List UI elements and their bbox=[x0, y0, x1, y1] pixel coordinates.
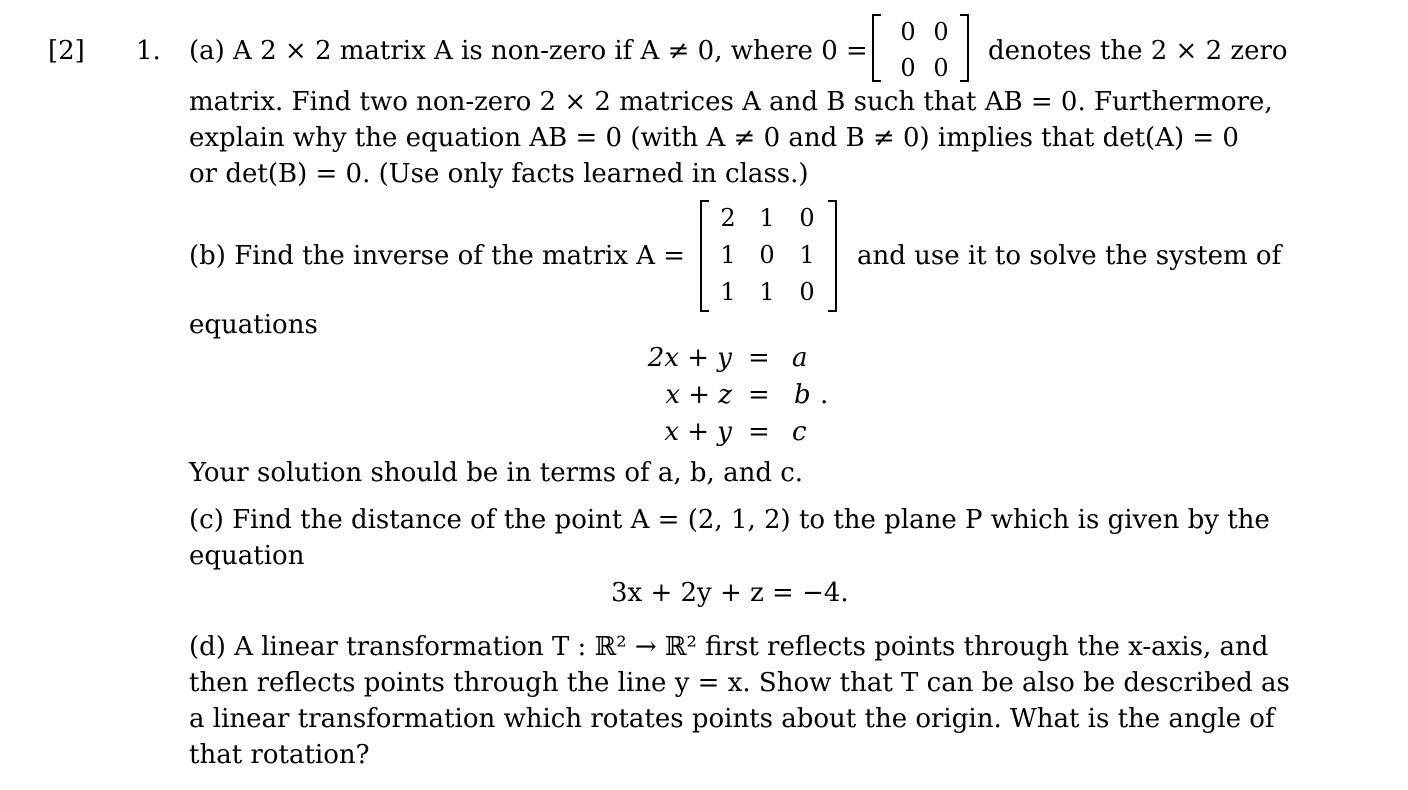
part-b-lead: (b) Find the inverse of the matrix A = bbox=[189, 241, 686, 271]
eq-rhs: a bbox=[792, 343, 808, 373]
part-b-equations-word: equations bbox=[189, 310, 318, 340]
eq-rel: = bbox=[748, 417, 770, 447]
eq-rhs: c bbox=[792, 417, 807, 447]
part-d-line3: a linear transformation which rotates points about the origin. What is the angle of bbox=[189, 704, 1275, 734]
part-a-line3: explain why the equation AB = 0 (with A ≠ 0 and B ≠ 0) implies that det(A) = 0 bbox=[189, 123, 1239, 153]
part-b-trail: and use it to solve the system of bbox=[857, 241, 1282, 271]
matrix-cell: 0 bbox=[900, 18, 916, 46]
eq-lhs: 2x + y bbox=[647, 343, 732, 373]
part-c-equation: 3x + 2y + z = −4. bbox=[611, 578, 849, 608]
matrix-cell: 2 bbox=[720, 204, 736, 232]
part-a-line1-pre: (a) A 2 × 2 matrix A is non-zero if A ≠ 0, where 0 = bbox=[189, 36, 868, 66]
right-bracket bbox=[960, 14, 969, 82]
matrix-cell: 0 bbox=[900, 54, 916, 82]
part-d-line1: (d) A linear transformation T : ℝ² → ℝ² first reflects points through the x-axis, and bbox=[189, 632, 1269, 662]
part-d-line4: that rotation? bbox=[189, 740, 370, 770]
matrix-cell: 1 bbox=[720, 241, 736, 269]
matrix-cell: 1 bbox=[759, 204, 775, 232]
part-a-line1-post: denotes the 2 × 2 zero bbox=[988, 36, 1288, 66]
marks-label: [2] bbox=[48, 36, 85, 66]
left-bracket bbox=[872, 14, 881, 82]
matrix-cell: 1 bbox=[799, 241, 815, 269]
matrix-cell: 0 bbox=[799, 278, 815, 306]
part-a-line2: matrix. Find two non-zero 2 × 2 matrices A and B such that AB = 0. Furthermore, bbox=[189, 87, 1273, 117]
matrix-cell: 0 bbox=[759, 241, 775, 269]
eq-rel: = bbox=[748, 343, 770, 373]
zero-matrix bbox=[872, 14, 972, 82]
part-b-closing: Your solution should be in terms of a, b, and c. bbox=[189, 458, 804, 488]
eq-end: . bbox=[820, 380, 829, 410]
part-c-line1: (c) Find the distance of the point A = (2, 1, 2) to the plane P which is given by the bbox=[189, 505, 1270, 535]
left-bracket bbox=[700, 200, 709, 312]
eq-lhs: x + z bbox=[665, 380, 732, 410]
matrix-cell: 0 bbox=[933, 18, 949, 46]
matrix-cell: 1 bbox=[759, 278, 775, 306]
eq-lhs: x + y bbox=[664, 417, 732, 447]
right-bracket bbox=[828, 200, 837, 312]
question-number: 1. bbox=[136, 36, 161, 66]
eq-rhs: b bbox=[794, 380, 811, 410]
part-c-line2: equation bbox=[189, 541, 305, 571]
matrix-cell: 0 bbox=[799, 204, 815, 232]
eq-rel: = bbox=[748, 380, 770, 410]
part-a-line4: or det(B) = 0. (Use only facts learned in class.) bbox=[189, 159, 809, 189]
part-d-line2: then reflects points through the line y = x. Show that T can be also be described as bbox=[189, 668, 1290, 698]
matrix-cell: 1 bbox=[720, 278, 736, 306]
matrix-a bbox=[700, 200, 840, 312]
matrix-cell: 0 bbox=[933, 54, 949, 82]
